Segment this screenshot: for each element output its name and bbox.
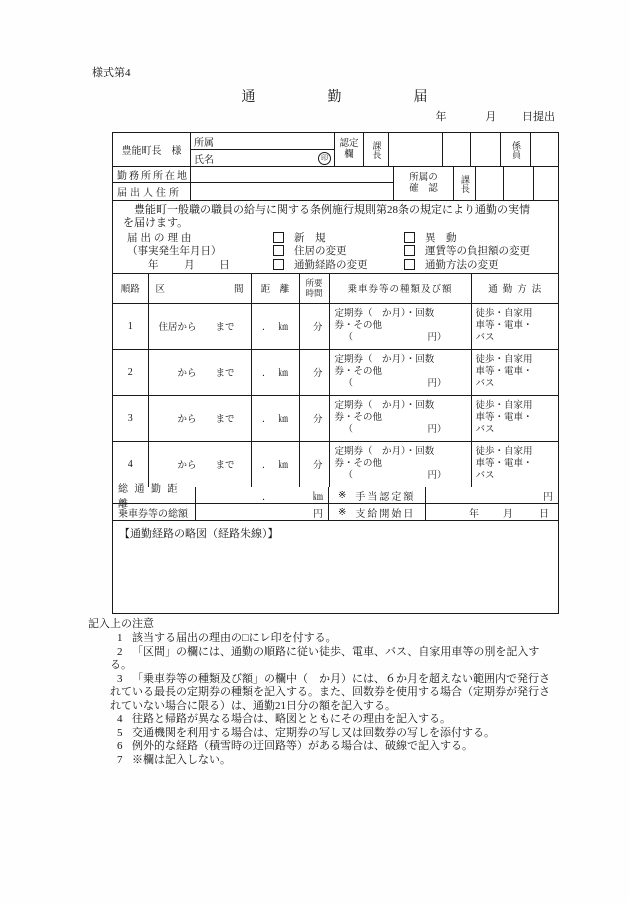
checkbox-residence-change[interactable] — [273, 245, 284, 256]
note-number: 6 — [117, 740, 123, 752]
reason-section — [113, 201, 558, 274]
route-table — [113, 274, 558, 487]
route-no: 2 — [113, 349, 148, 395]
ticket-paren-close: 円） — [427, 333, 447, 343]
method-line3: バス — [475, 379, 495, 389]
col-header-method: 通勤方法 — [471, 274, 558, 303]
method-line2: 車等・電車・ — [475, 321, 533, 331]
ticket-cell[interactable] — [329, 441, 471, 487]
allowance-amount-input[interactable] — [426, 487, 558, 503]
note-text: ※欄は記入しない。 — [132, 753, 231, 766]
certification-line1: 認定 — [339, 138, 359, 149]
ticket-line1: 定期券（ か月）・回数 — [334, 309, 435, 319]
section-header-right: 間 — [233, 285, 244, 296]
submit-month-label: 月 — [485, 111, 497, 123]
form-body — [112, 132, 559, 614]
start-date-label: 支給開始日 — [355, 508, 416, 520]
occurrence-date-fields[interactable] — [127, 257, 273, 272]
distance-dot: ． — [261, 369, 272, 379]
confirmation-stamp-cell[interactable] — [534, 167, 558, 200]
approval-stamp-cell[interactable] — [443, 133, 471, 167]
name-input[interactable] — [218, 150, 334, 167]
ticket-cell[interactable] — [329, 395, 471, 441]
start-date-label-cell — [329, 504, 426, 520]
distance-dot: ． — [261, 323, 272, 333]
submit-day-label: 日提出 — [522, 111, 555, 123]
method-line1: 徒歩・自家用 — [475, 401, 533, 411]
section-from: から — [177, 461, 197, 472]
year-label: 年 — [148, 259, 159, 271]
reason-label: 届出の理由 — [127, 232, 195, 244]
time-cell[interactable] — [299, 441, 329, 487]
section-chief-stamp-cell[interactable] — [389, 133, 443, 167]
distance-unit: ㎞ — [278, 323, 289, 333]
total-distance-unit: ㎞ — [313, 491, 323, 503]
staff-stamp-cell[interactable] — [531, 133, 558, 167]
allowance-unit: 円 — [543, 491, 553, 503]
section-from: から — [177, 369, 197, 379]
time-unit: 分 — [312, 323, 323, 333]
section-to: まで — [215, 323, 235, 333]
option-transfer-label: 異 動 — [425, 232, 457, 244]
start-day-label: 日 — [539, 508, 549, 520]
ticket-total-label: 乗車券等の総額 — [113, 504, 196, 520]
note-text: 「区間」の欄には、通勤の順路に従い徒歩、電車、バス、自家用車等の別を記入する。 — [110, 645, 540, 671]
col-header-route-no: 順路 — [113, 274, 148, 303]
method-cell[interactable] — [471, 303, 558, 349]
ticket-line1: 定期券（ か月）・回数 — [334, 355, 435, 365]
option-fare-change-label: 運賃等の負担額の変更 — [425, 246, 530, 257]
name-label: 氏名 — [191, 150, 218, 167]
note-number: 7 — [117, 753, 123, 766]
form-number: 様式第4 — [92, 67, 131, 79]
section-cell[interactable] — [148, 303, 251, 349]
section-chief-text: 課長 — [371, 140, 382, 159]
ticket-total-input[interactable] — [196, 504, 329, 520]
total-distance-input[interactable] — [196, 487, 329, 503]
affiliation-label: 所属 — [191, 133, 218, 150]
section-cell[interactable] — [148, 395, 251, 441]
distance-unit: ㎞ — [278, 369, 289, 379]
submit-date-line — [112, 108, 557, 124]
distance-cell[interactable] — [251, 349, 299, 395]
note-item — [88, 673, 558, 714]
method-line2: 車等・電車・ — [475, 459, 533, 470]
section-from: 住居から — [158, 323, 197, 333]
route-row-2 — [113, 349, 558, 395]
ticket-paren-open: （ — [343, 471, 354, 482]
method-line1: 徒歩・自家用 — [475, 309, 533, 319]
route-row-1 — [113, 303, 558, 349]
ticket-line2: 券・その他 — [334, 367, 383, 377]
applicant-address-label: 届出人住所 — [113, 183, 191, 200]
method-line1: 徒歩・自家用 — [475, 355, 533, 365]
distance-dot: ． — [261, 415, 272, 425]
distance-unit: ㎞ — [278, 461, 289, 472]
ticket-line1: 定期券（ か月）・回数 — [334, 401, 435, 411]
col-header-distance: 距 離 — [251, 274, 299, 303]
route-no: 1 — [113, 303, 148, 349]
affiliation-confirmation-label — [393, 167, 454, 200]
ticket-line2: 券・その他 — [334, 459, 383, 470]
asterisk-mark: ※ — [338, 489, 347, 501]
confirmation-stamp-cell[interactable] — [476, 167, 504, 200]
section-chief2-label — [454, 167, 476, 200]
distance-cell[interactable] — [251, 441, 299, 487]
time-cell[interactable] — [299, 395, 329, 441]
note-item — [88, 754, 558, 768]
checkbox-transfer[interactable] — [404, 232, 415, 243]
start-year-label: 年 — [469, 508, 479, 520]
title-char: 通 — [241, 90, 256, 105]
total-distance-row — [113, 484, 558, 510]
time-unit: 分 — [312, 461, 323, 472]
allowance-label: 手当認定額 — [355, 491, 416, 503]
method-cell[interactable] — [471, 441, 558, 487]
time-cell[interactable] — [299, 349, 329, 395]
method-line2: 車等・電車・ — [475, 413, 533, 423]
note-item — [88, 727, 558, 741]
option-residence-change-label: 住居の変更 — [294, 246, 347, 257]
ticket-line1: 定期券（ か月）・回数 — [334, 447, 435, 458]
route-no: 4 — [113, 441, 148, 487]
section-chief-label — [364, 133, 389, 167]
ticket-line2: 券・その他 — [334, 321, 383, 331]
confirmation-stamp-cell[interactable] — [504, 167, 534, 200]
checkbox-fare-change[interactable] — [404, 245, 415, 256]
col-header-ticket: 乗車券等の種類及び額 — [329, 274, 471, 303]
asterisk-mark: ※ — [338, 506, 347, 518]
month-label: 月 — [184, 259, 195, 271]
method-cell[interactable] — [471, 395, 558, 441]
ticket-cell[interactable] — [329, 349, 471, 395]
certification-column-label — [334, 133, 364, 167]
note-number: 1 — [117, 632, 123, 644]
section-to: まで — [215, 369, 235, 379]
total-distance-dot: ． — [262, 491, 272, 503]
confirmation-line1: 所属の — [409, 172, 438, 183]
distance-unit: ㎞ — [278, 415, 289, 425]
section-to: まで — [215, 415, 235, 425]
notes-title: 記入上の注意 — [88, 618, 154, 630]
route-row-3 — [113, 395, 558, 441]
approval-stamp-cell[interactable] — [471, 133, 501, 167]
section-from: から — [177, 415, 197, 425]
section-header-left: 区 — [155, 285, 166, 296]
distance-cell[interactable] — [251, 303, 299, 349]
note-text: 該当する届出の理由の□にレ印を付する。 — [132, 632, 337, 644]
approval-header — [113, 133, 558, 201]
staff-label — [501, 133, 531, 167]
ticket-paren-open: （ — [343, 425, 354, 435]
note-number: 5 — [117, 726, 123, 739]
note-text: 往路と帰路が異なる場合は、略図とともにその理由を記入する。 — [132, 713, 451, 725]
time-header-line2: 時間 — [305, 288, 323, 299]
ticket-paren-close: 円） — [427, 425, 447, 435]
note-number: 3 — [117, 672, 123, 685]
work-address-input[interactable] — [191, 167, 393, 183]
note-item — [88, 646, 558, 673]
certification-line2: 欄 — [344, 149, 354, 160]
time-unit: 分 — [312, 415, 323, 425]
time-cell[interactable] — [299, 303, 329, 349]
method-line3: バス — [475, 425, 495, 435]
note-number: 2 — [117, 645, 123, 658]
section-to: まで — [215, 461, 235, 472]
seal-mark-icon: 印 — [318, 152, 331, 165]
addressee-cell: 豊能町長 様 — [113, 133, 191, 167]
ticket-total-unit: 円 — [313, 508, 323, 520]
note-text: 例外的な経路（積雪時の迂回路等）がある場合は、破線で記入する。 — [132, 740, 473, 752]
title-char: 届 — [413, 90, 428, 105]
ticket-paren-open: （ — [343, 379, 354, 389]
note-item — [88, 713, 558, 727]
affiliation-input[interactable] — [218, 133, 334, 150]
declaration-statement: 豊能町一般職の職員の給与に関する条例施行規則第28条の規定により通勤の実情を届けます。 — [123, 204, 530, 229]
route-table-header-row — [113, 274, 558, 303]
section-chief2-text: 課長 — [460, 174, 470, 193]
applicant-address-input[interactable] — [191, 183, 393, 200]
ticket-cell[interactable] — [329, 303, 471, 349]
note-number: 4 — [117, 713, 123, 725]
note-text: 「乗車券等の種類及び額」の欄中（ か月）には、６か月を超えない範囲内で発行されている最長の定期券の種類を記入する。また、回数券を使用する場合（定期券が発行されていない場合に限る）は、通勤21日分の額を記入する。 — [110, 672, 550, 712]
staff-text: 係員 — [511, 140, 521, 159]
method-line3: バス — [475, 333, 495, 343]
option-route-change-label: 通勤経路の変更 — [294, 259, 368, 271]
reason-sublabel: （事実発生年月日） — [127, 246, 222, 257]
page-title — [112, 86, 557, 106]
distance-cell[interactable] — [251, 395, 299, 441]
start-month-label: 月 — [503, 508, 513, 520]
ticket-paren-open: （ — [343, 333, 354, 343]
route-map-label: 【通勤経路の略図（経路朱線）】 — [119, 528, 279, 540]
distance-dot: ． — [261, 461, 272, 472]
ticket-line2: 券・その他 — [334, 413, 383, 423]
submit-year-label: 年 — [435, 111, 447, 123]
start-date-input[interactable] — [426, 504, 558, 520]
ticket-paren-close: 円） — [427, 379, 447, 389]
section-cell[interactable] — [148, 349, 251, 395]
work-address-label: 勤務所所在地 — [113, 167, 191, 183]
option-new-label: 新 規 — [294, 232, 326, 244]
col-header-time — [299, 274, 329, 303]
time-header-line1: 所要 — [305, 278, 323, 289]
allowance-label-cell — [329, 487, 426, 503]
route-no: 3 — [113, 395, 148, 441]
ticket-paren-close: 円） — [427, 471, 447, 482]
note-item — [88, 740, 558, 754]
title-char: 勤 — [327, 90, 342, 105]
notes-section — [88, 618, 558, 767]
day-label: 日 — [219, 259, 230, 271]
route-map-area[interactable] — [113, 521, 558, 614]
checkbox-method-change[interactable] — [404, 259, 415, 270]
confirmation-line2: 確 認 — [409, 183, 438, 194]
checkbox-new[interactable] — [273, 232, 284, 243]
ticket-total-row — [113, 504, 558, 521]
note-item — [88, 632, 558, 646]
col-header-section — [148, 274, 251, 303]
checkbox-route-change[interactable] — [273, 259, 284, 270]
option-method-change-label: 通勤方法の変更 — [425, 259, 499, 271]
method-cell[interactable] — [471, 349, 558, 395]
method-line3: バス — [475, 471, 495, 482]
method-line2: 車等・電車・ — [475, 367, 533, 377]
time-unit: 分 — [312, 369, 323, 379]
total-distance-label: 総 通 勤 距 離 — [113, 487, 196, 503]
note-text: 交通機関を利用する場合は、定期券の写し又は回数券の写しを添付する。 — [132, 726, 495, 739]
method-line1: 徒歩・自家用 — [475, 447, 533, 458]
